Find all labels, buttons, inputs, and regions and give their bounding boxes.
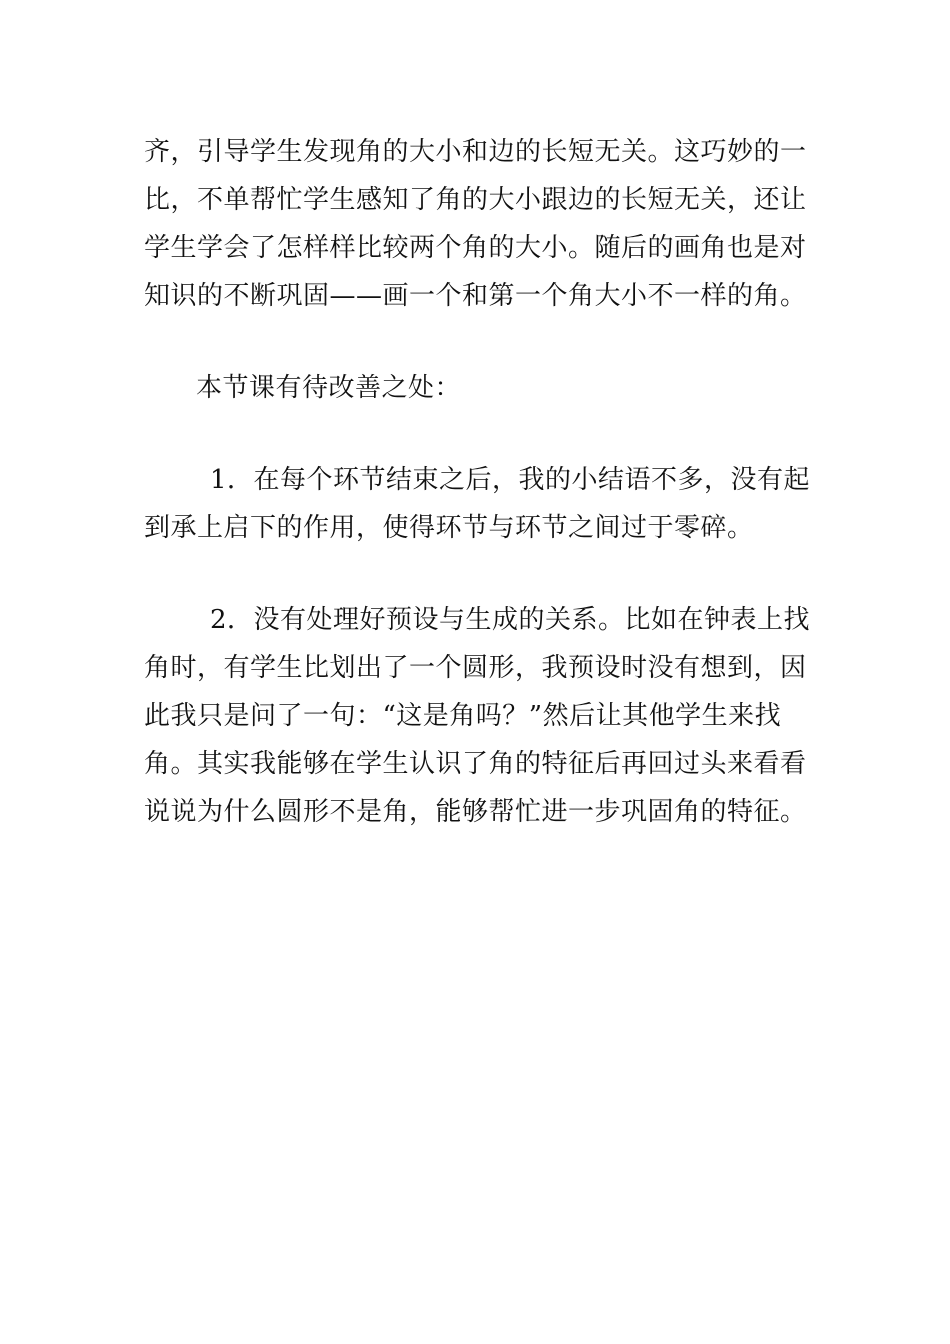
text-line: 2．没有处理好预设与生成的关系。比如在钟表上找: [210, 605, 811, 635]
section-heading: 本节课有待改善之处：: [196, 373, 462, 403]
text-line: 角。其实我能够在学生认识了角的特征后再回过头来看看: [144, 749, 807, 779]
paragraph-improvements-heading: [144, 364, 808, 412]
document-body: [144, 128, 811, 836]
paragraph-point-1: [144, 456, 811, 552]
text-line: 角时，有学生比划出了一个圆形，我预设时没有想到，因: [144, 653, 807, 683]
text-line: 说说为什么圆形不是角，能够帮忙进一步巩固角的特征。: [144, 797, 807, 827]
text-line: 比，不单帮忙学生感知了角的大小跟边的长短无关，还让: [144, 185, 807, 215]
text-line: 1．在每个环节结束之后，我的小结语不多，没有起: [210, 465, 811, 495]
paragraph-gap: [144, 552, 808, 596]
paragraph-gap: [144, 412, 808, 456]
text-line: 齐，引导学生发现角的大小和边的长短无关。这巧妙的一: [144, 137, 807, 167]
text-line: 此我只是问了一句：“这是角吗？”然后让其他学生来找: [144, 701, 782, 731]
text-line: 知识的不断巩固——画一个和第一个角大小不一样的角。: [144, 281, 807, 311]
text-line: 到承上启下的作用，使得环节与环节之间过于零碎。: [144, 513, 754, 543]
text-line: 学生学会了怎样样比较两个角的大小。随后的画角也是对: [144, 233, 807, 263]
paragraph-point-2: [144, 596, 811, 836]
paragraph-gap: [144, 320, 808, 364]
paragraph-angle-comparison: [144, 128, 808, 320]
